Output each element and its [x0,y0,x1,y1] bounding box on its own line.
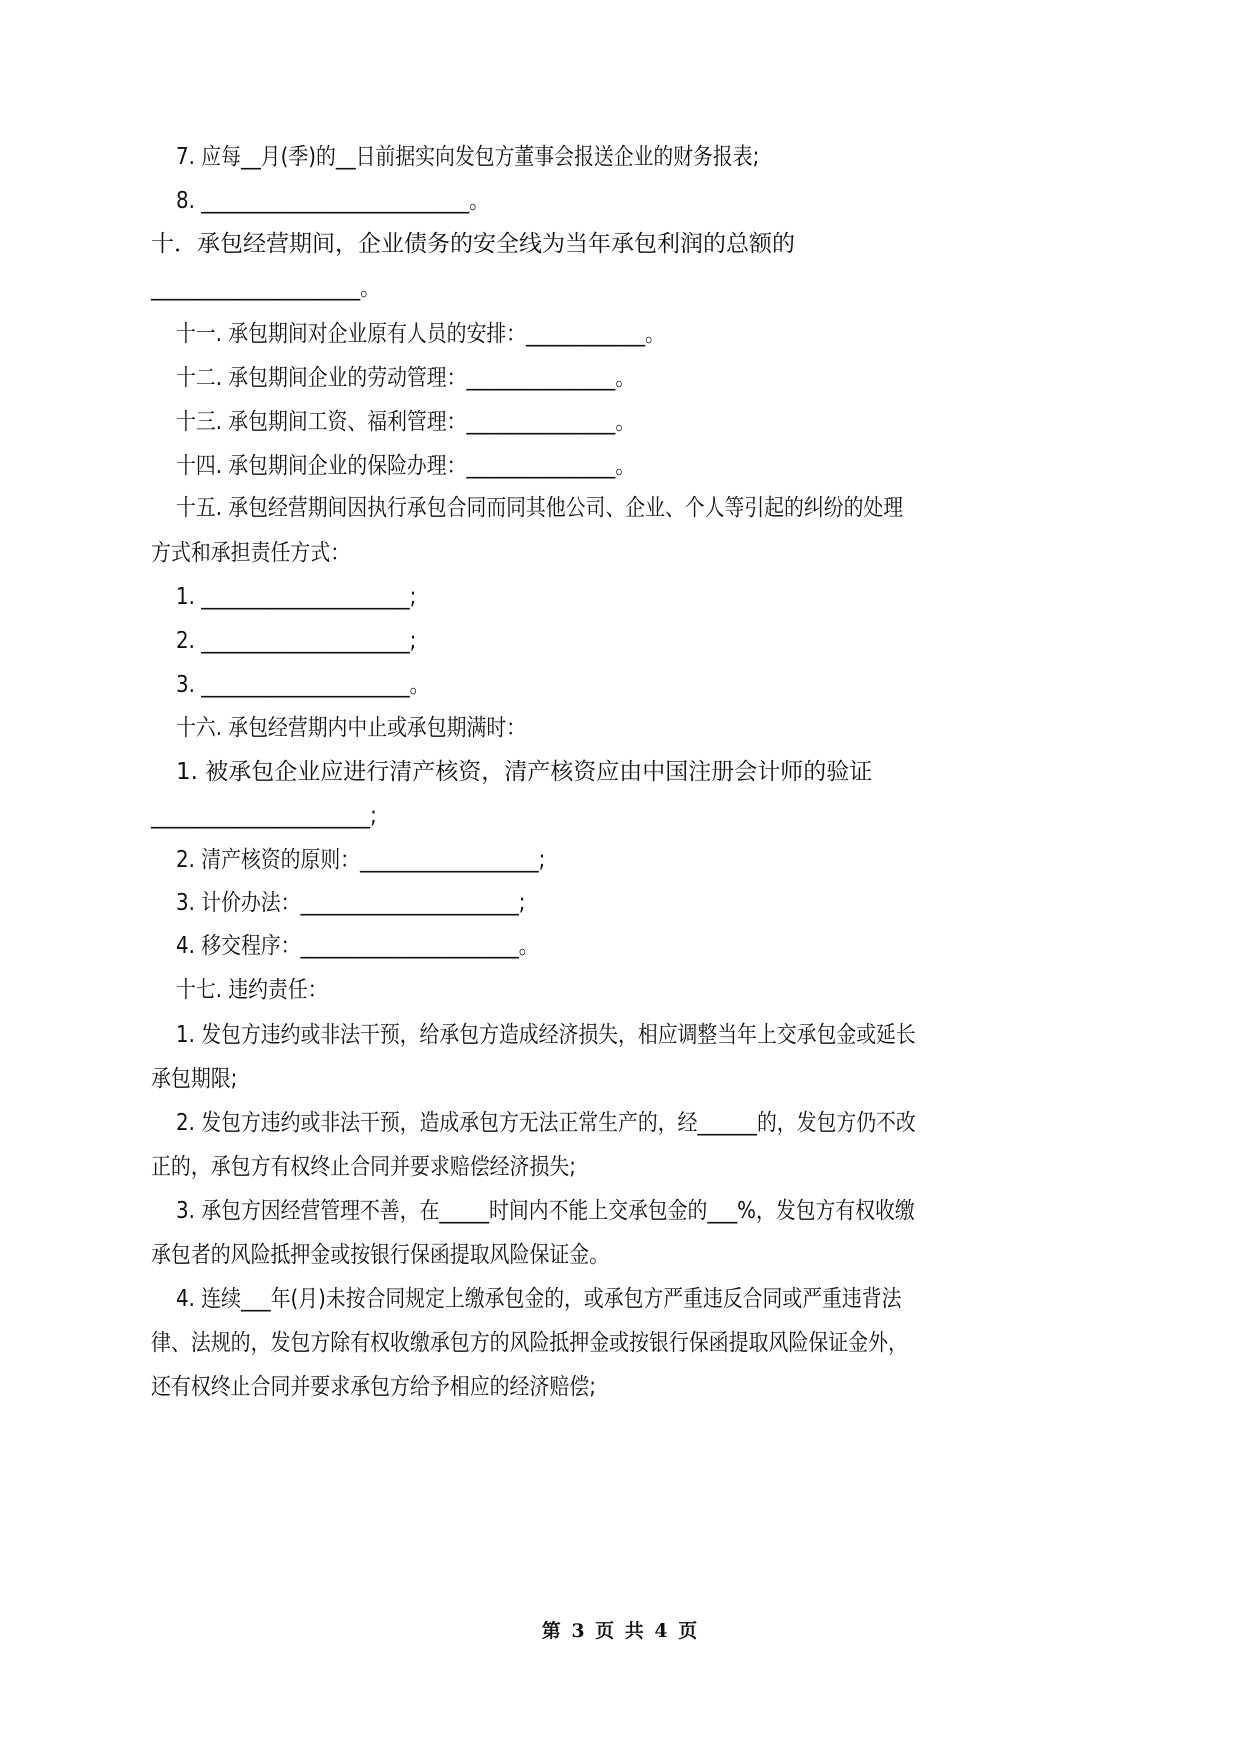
text-line: 方式和承担责任方式： [151,540,351,566]
text-line: 8. ___________________________。 [176,188,490,214]
text-line: 3. 计价办法：______________________; [176,890,526,916]
text-line: _____________________。 [151,275,381,301]
text-line: 正的，承包方有权终止合同并要求赔偿经济损失; [151,1154,577,1180]
text-line: 1. _____________________; [176,584,417,610]
text-line: 2. _____________________; [176,628,417,654]
text-line: 4. 移交程序：______________________。 [176,933,539,959]
text-line: 十一. 承包期间对企业原有人员的安排：____________。 [176,321,665,347]
text-line: 十二. 承包期间企业的劳动管理：_______________。 [176,365,636,391]
text-line: 十六. 承包经营期内中止或承包期满时： [176,715,527,741]
text-line: 2. 清产核资的原则：__________________; [176,847,546,873]
text-line: 十五. 承包经营期间因执行承包合同而同其他公司、企业、个人等引起的纠纷的处理 [176,495,904,521]
text-line: 7. 应每__月(季)的__日前据实向发包方董事会报送企业的财务报表; [176,144,760,170]
text-line: 十七. 违约责任： [176,977,328,1003]
justified-content: 1. 被承包企业应进行清产核资，清产核资应由中国注册会计师的验证 [176,759,873,785]
page-footer: 第 3 页 共 4 页 [541,1620,700,1642]
text-line: 4. 连续___年(月)未按合同规定上缴承包金的，或承包方严重违反合同或严重违背法 [176,1286,902,1312]
text-line: ______________________; [151,803,377,829]
text-line: 十四. 承包期间企业的保险办理：_______________。 [176,453,636,479]
text-line: 承包期限; [151,1066,238,1092]
text-line: 律、法规的，发包方除有权收缴承包方的风险抵押金或按银行保函提取风险保证金外， [151,1330,908,1356]
text-line: 3. _____________________。 [176,672,430,698]
text-line: 3. 承包方因经营管理不善，在_____时间内不能上交承包金的___%，发包方有权收缴 [176,1198,915,1224]
text-line: 承包者的风险抵押金或按银行保函提取风险保证金。 [151,1242,610,1268]
text-line-justified [151,229,1091,259]
text-line: 十三. 承包期间工资、福利管理：_______________。 [176,409,636,435]
text-line-justified [151,757,1091,787]
text-line: 1. 发包方违约或非法干预，给承包方造成经济损失，相应调整当年上交承包金或延长 [176,1022,916,1048]
text-line: 2. 发包方违约或非法干预，造成承包方无法正常生产的，经______的，发包方仍不改 [176,1110,916,1136]
justified-content: 十．承包经营期间，企业债务的安全线为当年承包利润的总额的 [151,231,795,257]
text-line: 还有权终止合同并要求承包方给予相应的经济赔偿; [151,1374,596,1400]
